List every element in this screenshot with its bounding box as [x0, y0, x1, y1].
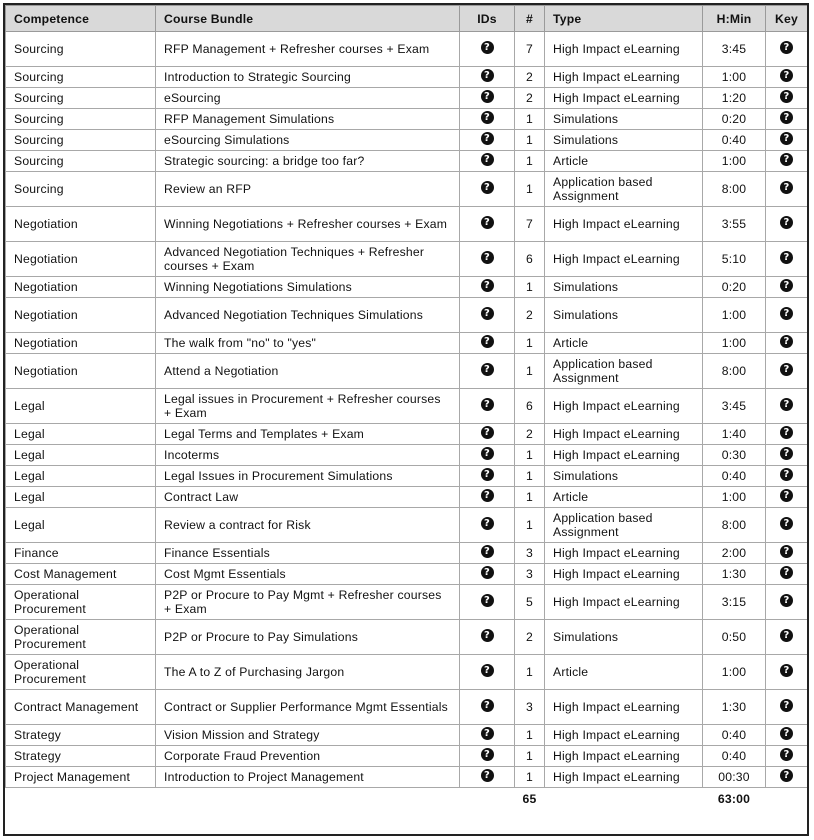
hmin-cell: 1:00: [703, 487, 766, 508]
table-row: [6, 424, 808, 445]
type-cell: High Impact eLearning: [545, 88, 703, 109]
question-circle-icon[interactable]: ?: [780, 566, 793, 579]
type-cell: Simulations: [545, 298, 703, 333]
ids-cell: [460, 487, 515, 508]
course-bundle-cell: The walk from "no" to "yes": [156, 333, 460, 354]
count-cell: 1: [515, 172, 545, 207]
key-cell: [766, 445, 808, 466]
type-cell: High Impact eLearning: [545, 767, 703, 788]
type-cell: High Impact eLearning: [545, 389, 703, 424]
hmin-cell: 3:15: [703, 585, 766, 620]
type-cell: High Impact eLearning: [545, 746, 703, 767]
ids-cell: [460, 655, 515, 690]
table-row: [6, 242, 808, 277]
ids-cell: [460, 151, 515, 172]
type-cell: Article: [545, 655, 703, 690]
competence-cell: Legal: [6, 389, 156, 424]
table-row: [6, 333, 808, 354]
ids-cell: [460, 424, 515, 445]
table-row: [6, 655, 808, 690]
ids-cell: [460, 172, 515, 207]
count-cell: 1: [515, 508, 545, 543]
table-row: [6, 466, 808, 487]
question-circle-icon[interactable]: ?: [780, 398, 793, 411]
key-cell: [766, 746, 808, 767]
question-circle-icon[interactable]: ?: [780, 90, 793, 103]
key-cell: [766, 487, 808, 508]
question-circle-icon[interactable]: ?: [481, 426, 494, 439]
count-cell: 6: [515, 242, 545, 277]
type-cell: High Impact eLearning: [545, 424, 703, 445]
hmin-cell: 0:30: [703, 445, 766, 466]
question-circle-icon[interactable]: ?: [481, 69, 494, 82]
type-cell: Article: [545, 333, 703, 354]
ids-cell: [460, 746, 515, 767]
table-row: [6, 354, 808, 389]
question-circle-icon[interactable]: ?: [780, 664, 793, 677]
hmin-cell: 1:20: [703, 88, 766, 109]
type-cell: Simulations: [545, 620, 703, 655]
ids-cell: [460, 564, 515, 585]
question-circle-icon[interactable]: ?: [780, 307, 793, 320]
key-cell: [766, 725, 808, 746]
question-circle-icon[interactable]: ?: [780, 468, 793, 481]
count-cell: 5: [515, 585, 545, 620]
hmin-cell: 0:40: [703, 130, 766, 151]
header-row: [6, 6, 808, 32]
course-bundle-cell: eSourcing: [156, 88, 460, 109]
type-cell: Simulations: [545, 466, 703, 487]
hmin-cell: 1:00: [703, 655, 766, 690]
course-bundle-cell: Review a contract for Risk: [156, 508, 460, 543]
count-cell: 2: [515, 620, 545, 655]
course-bundle-cell: Finance Essentials: [156, 543, 460, 564]
competence-cell: Negotiation: [6, 242, 156, 277]
count-cell: 6: [515, 389, 545, 424]
question-circle-icon[interactable]: ?: [780, 363, 793, 376]
question-circle-icon[interactable]: ?: [780, 699, 793, 712]
question-circle-icon[interactable]: ?: [481, 545, 494, 558]
key-cell: [766, 424, 808, 445]
ids-cell: [460, 445, 515, 466]
key-cell: [766, 690, 808, 725]
count-cell: 1: [515, 445, 545, 466]
course-bundle-cell: P2P or Procure to Pay Simulations: [156, 620, 460, 655]
type-cell: Simulations: [545, 130, 703, 151]
count-cell: 3: [515, 543, 545, 564]
competence-cell: Sourcing: [6, 130, 156, 151]
course-bundle-cell: Legal Issues in Procurement Simulations: [156, 466, 460, 487]
question-circle-icon[interactable]: ?: [780, 216, 793, 229]
competence-cell: Operational Procurement: [6, 620, 156, 655]
question-circle-icon[interactable]: ?: [780, 153, 793, 166]
totals-row: [6, 788, 808, 811]
type-cell: Simulations: [545, 277, 703, 298]
course-bundle-cell: RFP Management + Refresher courses + Exam: [156, 32, 460, 67]
ids-cell: [460, 298, 515, 333]
ids-cell: [460, 620, 515, 655]
table-row: [6, 487, 808, 508]
course-bundle-cell: RFP Management Simulations: [156, 109, 460, 130]
table-body: [6, 32, 808, 788]
competence-cell: Sourcing: [6, 151, 156, 172]
table-row: [6, 207, 808, 242]
key-cell: [766, 242, 808, 277]
header-type: Type: [545, 6, 703, 32]
hmin-cell: 1:40: [703, 424, 766, 445]
question-circle-icon[interactable]: ?: [481, 279, 494, 292]
ids-cell: [460, 67, 515, 88]
course-bundle-cell: Strategic sourcing: a bridge too far?: [156, 151, 460, 172]
count-cell: 3: [515, 690, 545, 725]
hmin-cell: 3:55: [703, 207, 766, 242]
key-cell: [766, 466, 808, 487]
question-circle-icon[interactable]: ?: [780, 489, 793, 502]
competence-cell: Strategy: [6, 725, 156, 746]
hmin-cell: 1:00: [703, 333, 766, 354]
header-key: Key: [766, 6, 808, 32]
hmin-cell: 0:40: [703, 725, 766, 746]
key-cell: [766, 67, 808, 88]
competence-cell: Cost Management: [6, 564, 156, 585]
hmin-cell: 0:20: [703, 277, 766, 298]
question-circle-icon[interactable]: ?: [780, 335, 793, 348]
competence-cell: Negotiation: [6, 354, 156, 389]
count-cell: 1: [515, 354, 545, 389]
hmin-cell: 1:00: [703, 298, 766, 333]
type-cell: Application based Assignment: [545, 508, 703, 543]
course-bundle-cell: Incoterms: [156, 445, 460, 466]
table-row: [6, 508, 808, 543]
count-cell: 2: [515, 424, 545, 445]
table-row: [6, 690, 808, 725]
table-row: [6, 746, 808, 767]
question-circle-icon[interactable]: ?: [481, 41, 494, 54]
hmin-cell: 5:10: [703, 242, 766, 277]
competence-cell: Sourcing: [6, 32, 156, 67]
ids-cell: [460, 725, 515, 746]
hmin-cell: 3:45: [703, 32, 766, 67]
table-row: [6, 767, 808, 788]
key-cell: [766, 543, 808, 564]
question-circle-icon[interactable]: ?: [481, 489, 494, 502]
key-cell: [766, 354, 808, 389]
course-bundle-cell: Legal issues in Procurement + Refresher courses + Exam: [156, 389, 460, 424]
question-circle-icon[interactable]: ?: [481, 769, 494, 782]
competence-cell: Negotiation: [6, 207, 156, 242]
count-cell: 1: [515, 151, 545, 172]
count-cell: 1: [515, 333, 545, 354]
competence-cell: Negotiation: [6, 298, 156, 333]
question-circle-icon[interactable]: ?: [481, 153, 494, 166]
table-row: [6, 725, 808, 746]
question-circle-icon[interactable]: ?: [481, 216, 494, 229]
key-cell: [766, 333, 808, 354]
question-circle-icon[interactable]: ?: [780, 111, 793, 124]
table-row: [6, 620, 808, 655]
question-circle-icon[interactable]: ?: [780, 769, 793, 782]
type-cell: High Impact eLearning: [545, 67, 703, 88]
competence-cell: Sourcing: [6, 172, 156, 207]
ids-cell: [460, 333, 515, 354]
competence-cell: Operational Procurement: [6, 585, 156, 620]
question-circle-icon[interactable]: ?: [481, 594, 494, 607]
count-cell: 1: [515, 466, 545, 487]
ids-cell: [460, 543, 515, 564]
course-bundle-cell: Legal Terms and Templates + Exam: [156, 424, 460, 445]
question-circle-icon[interactable]: ?: [780, 132, 793, 145]
ids-cell: [460, 354, 515, 389]
competence-cell: Sourcing: [6, 88, 156, 109]
table-row: [6, 172, 808, 207]
ids-cell: [460, 690, 515, 725]
ids-cell: [460, 277, 515, 298]
ids-cell: [460, 585, 515, 620]
question-circle-icon[interactable]: ?: [481, 468, 494, 481]
key-cell: [766, 172, 808, 207]
table-row: [6, 32, 808, 67]
course-bundle-cell: Contract Law: [156, 487, 460, 508]
question-circle-icon[interactable]: ?: [481, 181, 494, 194]
header-course-bundle: Course Bundle: [156, 6, 460, 32]
count-cell: 1: [515, 725, 545, 746]
type-cell: High Impact eLearning: [545, 445, 703, 466]
count-cell: 1: [515, 746, 545, 767]
key-cell: [766, 88, 808, 109]
question-circle-icon[interactable]: ?: [481, 363, 494, 376]
question-circle-icon[interactable]: ?: [780, 517, 793, 530]
course-bundle-cell: Winning Negotiations Simulations: [156, 277, 460, 298]
table-row: [6, 109, 808, 130]
table-row: [6, 564, 808, 585]
hmin-cell: 0:20: [703, 109, 766, 130]
question-circle-icon[interactable]: ?: [780, 279, 793, 292]
header-ids: IDs: [460, 6, 515, 32]
course-bundle-cell: Advanced Negotiation Techniques + Refresher courses + Exam: [156, 242, 460, 277]
hmin-cell: 8:00: [703, 508, 766, 543]
question-circle-icon[interactable]: ?: [481, 111, 494, 124]
hmin-cell: 1:00: [703, 67, 766, 88]
question-circle-icon[interactable]: ?: [780, 69, 793, 82]
competence-cell: Contract Management: [6, 690, 156, 725]
course-bundle-cell: Vision Mission and Strategy: [156, 725, 460, 746]
type-cell: Simulations: [545, 109, 703, 130]
key-cell: [766, 564, 808, 585]
count-cell: 1: [515, 130, 545, 151]
question-circle-icon[interactable]: ?: [481, 251, 494, 264]
course-table-frame: [3, 3, 809, 836]
course-bundle-cell: Winning Negotiations + Refresher courses + Exam: [156, 207, 460, 242]
question-circle-icon[interactable]: ?: [481, 748, 494, 761]
type-cell: High Impact eLearning: [545, 543, 703, 564]
type-cell: High Impact eLearning: [545, 564, 703, 585]
question-circle-icon[interactable]: ?: [481, 664, 494, 677]
competence-cell: Legal: [6, 445, 156, 466]
competence-cell: Project Management: [6, 767, 156, 788]
competence-cell: Legal: [6, 424, 156, 445]
hmin-cell: 1:30: [703, 690, 766, 725]
ids-cell: [460, 207, 515, 242]
course-bundle-table: [5, 5, 808, 810]
competence-cell: Legal: [6, 466, 156, 487]
hmin-cell: 00:30: [703, 767, 766, 788]
key-cell: [766, 585, 808, 620]
question-circle-icon[interactable]: ?: [780, 594, 793, 607]
question-circle-icon[interactable]: ?: [481, 517, 494, 530]
key-cell: [766, 130, 808, 151]
table-row: [6, 277, 808, 298]
table-row: [6, 389, 808, 424]
total-hmin: 63:00: [703, 788, 766, 811]
ids-cell: [460, 88, 515, 109]
question-circle-icon[interactable]: ?: [481, 90, 494, 103]
competence-cell: Legal: [6, 487, 156, 508]
type-cell: High Impact eLearning: [545, 207, 703, 242]
count-cell: 7: [515, 32, 545, 67]
competence-cell: Operational Procurement: [6, 655, 156, 690]
question-circle-icon[interactable]: ?: [780, 748, 793, 761]
type-cell: High Impact eLearning: [545, 242, 703, 277]
course-bundle-cell: P2P or Procure to Pay Mgmt + Refresher courses + Exam: [156, 585, 460, 620]
competence-cell: Negotiation: [6, 277, 156, 298]
header-competence: Competence: [6, 6, 156, 32]
key-cell: [766, 508, 808, 543]
question-circle-icon[interactable]: ?: [780, 41, 793, 54]
count-cell: 3: [515, 564, 545, 585]
competence-cell: Legal: [6, 508, 156, 543]
question-circle-icon[interactable]: ?: [481, 307, 494, 320]
key-cell: [766, 767, 808, 788]
hmin-cell: 0:40: [703, 466, 766, 487]
course-bundle-cell: Introduction to Project Management: [156, 767, 460, 788]
ids-cell: [460, 109, 515, 130]
competence-cell: Sourcing: [6, 109, 156, 130]
ids-cell: [460, 389, 515, 424]
course-bundle-cell: Cost Mgmt Essentials: [156, 564, 460, 585]
count-cell: 2: [515, 298, 545, 333]
type-cell: Article: [545, 487, 703, 508]
table-row: [6, 130, 808, 151]
key-cell: [766, 32, 808, 67]
question-circle-icon[interactable]: ?: [780, 727, 793, 740]
ids-cell: [460, 508, 515, 543]
table-row: [6, 543, 808, 564]
question-circle-icon[interactable]: ?: [481, 335, 494, 348]
table-row: [6, 67, 808, 88]
competence-cell: Finance: [6, 543, 156, 564]
course-bundle-cell: Introduction to Strategic Sourcing: [156, 67, 460, 88]
key-cell: [766, 389, 808, 424]
question-circle-icon[interactable]: ?: [481, 566, 494, 579]
question-circle-icon[interactable]: ?: [481, 727, 494, 740]
table-row: [6, 88, 808, 109]
key-cell: [766, 620, 808, 655]
key-cell: [766, 655, 808, 690]
ids-cell: [460, 466, 515, 487]
question-circle-icon[interactable]: ?: [780, 251, 793, 264]
course-bundle-cell: eSourcing Simulations: [156, 130, 460, 151]
course-bundle-cell: Contract or Supplier Performance Mgmt Essentials: [156, 690, 460, 725]
question-circle-icon[interactable]: ?: [780, 629, 793, 642]
table-row: [6, 585, 808, 620]
course-bundle-cell: Advanced Negotiation Techniques Simulations: [156, 298, 460, 333]
competence-cell: Sourcing: [6, 67, 156, 88]
hmin-cell: 8:00: [703, 172, 766, 207]
count-cell: 2: [515, 67, 545, 88]
hmin-cell: 2:00: [703, 543, 766, 564]
type-cell: Application based Assignment: [545, 172, 703, 207]
ids-cell: [460, 32, 515, 67]
competence-cell: Negotiation: [6, 333, 156, 354]
type-cell: High Impact eLearning: [545, 690, 703, 725]
hmin-cell: 1:00: [703, 151, 766, 172]
question-circle-icon[interactable]: ?: [780, 181, 793, 194]
ids-cell: [460, 242, 515, 277]
hmin-cell: 0:50: [703, 620, 766, 655]
type-cell: High Impact eLearning: [545, 585, 703, 620]
hmin-cell: 3:45: [703, 389, 766, 424]
table-row: [6, 445, 808, 466]
question-circle-icon[interactable]: ?: [481, 699, 494, 712]
question-circle-icon[interactable]: ?: [780, 545, 793, 558]
course-bundle-cell: Corporate Fraud Prevention: [156, 746, 460, 767]
course-bundle-cell: The A to Z of Purchasing Jargon: [156, 655, 460, 690]
ids-cell: [460, 767, 515, 788]
type-cell: Application based Assignment: [545, 354, 703, 389]
question-circle-icon[interactable]: ?: [780, 447, 793, 460]
hmin-cell: 1:30: [703, 564, 766, 585]
hmin-cell: 8:00: [703, 354, 766, 389]
question-circle-icon[interactable]: ?: [481, 132, 494, 145]
question-circle-icon[interactable]: ?: [481, 629, 494, 642]
count-cell: 1: [515, 487, 545, 508]
count-cell: 1: [515, 655, 545, 690]
hmin-cell: 0:40: [703, 746, 766, 767]
count-cell: 1: [515, 109, 545, 130]
header-count: #: [515, 6, 545, 32]
table-row: [6, 298, 808, 333]
type-cell: Article: [545, 151, 703, 172]
key-cell: [766, 109, 808, 130]
question-circle-icon[interactable]: ?: [481, 398, 494, 411]
question-circle-icon[interactable]: ?: [780, 426, 793, 439]
header-hmin: H:Min: [703, 6, 766, 32]
key-cell: [766, 207, 808, 242]
key-cell: [766, 277, 808, 298]
question-circle-icon[interactable]: ?: [481, 447, 494, 460]
total-count: 65: [515, 788, 545, 811]
course-bundle-cell: Review an RFP: [156, 172, 460, 207]
key-cell: [766, 298, 808, 333]
course-bundle-cell: Attend a Negotiation: [156, 354, 460, 389]
count-cell: 1: [515, 767, 545, 788]
count-cell: 2: [515, 88, 545, 109]
ids-cell: [460, 130, 515, 151]
table-row: [6, 151, 808, 172]
type-cell: High Impact eLearning: [545, 32, 703, 67]
key-cell: [766, 151, 808, 172]
count-cell: 7: [515, 207, 545, 242]
competence-cell: Strategy: [6, 746, 156, 767]
count-cell: 1: [515, 277, 545, 298]
type-cell: High Impact eLearning: [545, 725, 703, 746]
